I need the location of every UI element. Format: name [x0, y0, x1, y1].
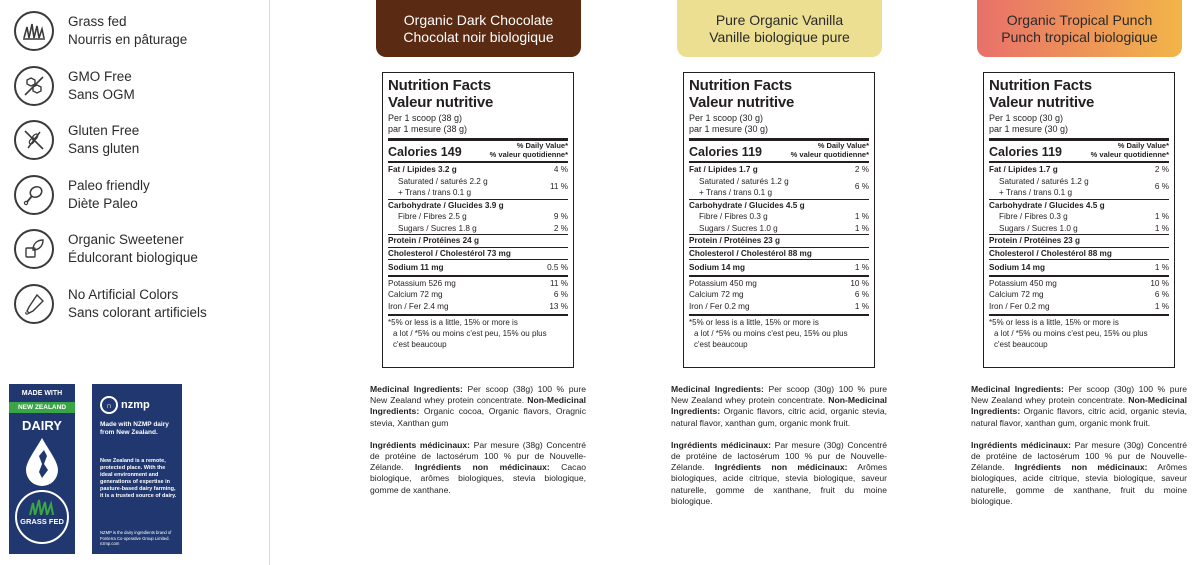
drumstick-icon	[14, 175, 54, 215]
text: 1 %	[1154, 301, 1169, 311]
nf-row-iron	[388, 301, 568, 315]
product-chocolate	[370, 0, 587, 495]
feature-label-en: Organic Sweetener	[68, 232, 184, 248]
badge-new-zealand: NEW ZEALAND	[9, 402, 75, 413]
nf-calories: Calories 119	[989, 145, 1062, 159]
grass-icon	[14, 11, 54, 51]
text: Ingrédients médicinaux:	[971, 439, 1072, 450]
nf-row-carb	[689, 199, 869, 212]
text: a lot / *5% ou moins c'est peu, 15% ou plus	[694, 329, 848, 338]
nf-row-protein	[689, 234, 869, 247]
text: + Trans / trans 0.1 g	[699, 188, 773, 197]
ingredients-en	[370, 384, 586, 429]
feature-label-fr: Sans colorant artificiels	[68, 304, 207, 320]
nf-row-sugars	[388, 223, 568, 235]
text: *5% or less is a little, 15% or more is	[388, 318, 518, 327]
feature-grass-fed	[14, 4, 264, 59]
text: *5% or less is a little, 15% or more is	[989, 318, 1119, 327]
text: 10 %	[1150, 278, 1169, 288]
text: 1 %	[1154, 263, 1169, 272]
feature-gmo-free	[14, 59, 264, 114]
text: Medicinal Ingredients:	[971, 384, 1064, 394]
dropper-icon	[14, 284, 54, 324]
text: Iron / Fer 0.2 mg	[689, 301, 750, 311]
nf-row-sat-trans	[989, 176, 1169, 199]
text: Organic flavors, citric acid, organic stevia, natural flavor, xanthan gum, organic monk fruit.	[971, 406, 1187, 428]
text: Potassium 450 mg	[989, 278, 1057, 288]
text: Per scoop (38g) 100 % pure New Zealand whey protein concentrate.	[370, 384, 586, 406]
nf-row-sodium	[689, 259, 869, 275]
text: *5% or less is a little, 15% or more is	[689, 318, 819, 327]
feature-list	[14, 4, 264, 331]
product-header	[677, 0, 882, 57]
text: Par mesure (38g) Concentré de protéine de lactosérum 100 % pur de Nouvelle-Zélande.	[370, 439, 587, 473]
nf-calories-row	[388, 138, 568, 161]
nf-footnote	[689, 314, 869, 350]
text: + Trans / trans 0.1 g	[999, 188, 1073, 197]
text: Par mesure (30g) Concentré de protéine de lactosérum 100 % pur de Nouvelle-Zélande.	[671, 439, 888, 473]
text: Medicinal Ingredients:	[370, 384, 463, 394]
text: Medicinal Ingredients:	[671, 384, 764, 394]
text: 11 %	[549, 278, 568, 288]
text: Fibre / Fibres 2.5 g	[398, 212, 467, 221]
product-tropical	[971, 0, 1188, 506]
text: Calcium 72 mg	[989, 290, 1044, 299]
nf-rows	[689, 161, 869, 314]
nzmp-logo-text: nzmp	[121, 399, 150, 411]
text: Cholesterol / Cholestérol 88 mg	[689, 248, 812, 258]
nf-dv-fr: % valeur quotidienne*	[1090, 149, 1169, 159]
molecule-icon	[14, 66, 54, 106]
text: Fibre / Fibres 0.3 g	[999, 212, 1068, 221]
nf-serving-fr: par 1 mesure (38 g)	[388, 124, 468, 134]
grass-fed-seal	[15, 490, 69, 544]
text: Sugars / Sucres 1.0 g	[699, 223, 778, 233]
text: + Trans / trans 0.1 g	[398, 188, 472, 197]
product-name-en: Organic Tropical Punch	[1006, 12, 1153, 28]
nutrition-facts-table	[382, 72, 574, 368]
nf-row-sat-trans	[388, 176, 568, 199]
nzmp-logo	[100, 396, 150, 414]
text: c'est beaucoup	[994, 340, 1048, 349]
text: 2 %	[553, 223, 568, 233]
nf-row-potassium	[989, 275, 1169, 290]
ingredients-fr	[971, 440, 1187, 507]
nf-row-sat-trans	[689, 176, 869, 199]
nf-row-fibre	[689, 211, 869, 223]
ingredients-block	[971, 384, 1187, 518]
text: Organic flavors, citric acid, organic stevia, natural flavor, xanthan gum, organic monk fruit.	[671, 406, 887, 428]
feature-label-en: Paleo friendly	[68, 177, 150, 193]
nf-dv-en: % Daily Value*	[516, 141, 568, 150]
text: 11 %	[549, 182, 568, 192]
milk-drop-icon	[22, 436, 62, 486]
text: 6 %	[1154, 182, 1169, 192]
nzmp-badge	[92, 384, 182, 554]
feature-label-en: Gluten Free	[68, 123, 140, 139]
nf-calories: Calories 149	[388, 145, 462, 159]
text: Organic cocoa, Organic flavors, Oragnic stevia, Xanthan gum	[370, 406, 587, 428]
feature-label-fr: Sans OGM	[68, 86, 135, 102]
text: 1 %	[854, 212, 869, 221]
nf-title-fr: Valeur nutritive	[388, 94, 494, 111]
text: Protein / Protéines 24 g	[388, 236, 479, 245]
nf-title-en: Nutrition Facts	[388, 77, 491, 94]
text: Potassium 450 mg	[689, 278, 757, 288]
feature-label-en: No Artificial Colors	[68, 286, 179, 302]
ingredients-fr	[370, 440, 586, 496]
text: 6 %	[854, 290, 869, 299]
nf-row-cholesterol	[989, 247, 1169, 260]
nf-row-sodium	[388, 259, 568, 275]
text: 2 %	[854, 165, 869, 174]
product-header	[376, 0, 581, 57]
text: Sodium 11 mg	[388, 263, 444, 272]
text: Non-Medicinal Ingredients:	[370, 395, 586, 417]
text: Potassium 526 mg	[388, 278, 456, 288]
nutrition-facts-table	[983, 72, 1175, 368]
product-vanilla	[671, 0, 888, 506]
text: 2 %	[1154, 165, 1169, 174]
text: 1 %	[854, 301, 869, 311]
text: 6 %	[1154, 290, 1169, 299]
nf-rows	[388, 161, 568, 314]
text: Carbohydrate / Glucides 4.5 g	[689, 200, 805, 210]
text: Per scoop (30g) 100 % pure New Zealand whey protein concentrate.	[971, 384, 1187, 406]
product-name-en: Organic Dark Chocolate	[403, 12, 554, 28]
text: Protein / Protéines 23 g	[689, 236, 780, 245]
feature-organic-sweetener	[14, 222, 264, 277]
nf-row-sodium	[989, 259, 1169, 275]
nf-row-iron	[989, 301, 1169, 315]
product-name-fr: Vanille biologique pure	[709, 29, 850, 45]
text: a lot / *5% ou moins c'est peu, 15% ou plus	[393, 329, 547, 338]
text: 6 %	[854, 182, 869, 192]
nf-row-sugars	[689, 223, 869, 235]
text: Par mesure (30g) Concentré de protéine de lactosérum 100 % pur de Nouvelle-Zélande.	[971, 439, 1188, 473]
nf-dv-fr: % valeur quotidienne*	[790, 149, 869, 159]
text: Non-Medicinal Ingredients:	[671, 395, 887, 417]
nf-row-potassium	[689, 275, 869, 290]
nf-row-cholesterol	[689, 247, 869, 260]
feature-label-en: Grass fed	[68, 14, 127, 30]
text: Fat / Lipides 3.2 g	[388, 165, 457, 174]
nf-serving-en: Per 1 scoop (30 g)	[989, 113, 1064, 123]
badge-made-with: MADE WITH	[21, 390, 63, 397]
text: Calcium 72 mg	[689, 290, 744, 299]
nf-dv-en: % Daily Value*	[1117, 141, 1169, 150]
text: Ingrédients non médicinaux:	[714, 462, 848, 473]
feature-label-fr: Édulcorant biologique	[68, 250, 198, 266]
text: Carbohydrate / Glucides 4.5 g	[989, 200, 1105, 210]
nf-serving-en: Per 1 scoop (38 g)	[388, 113, 463, 123]
text: Non-Medicinal Ingredients:	[971, 395, 1187, 417]
nf-row-sugars	[989, 223, 1169, 235]
feature-gluten-free	[14, 113, 264, 168]
text: Arômes biologiques, acide citrique, stevia biologique, saveur naturelle, gomme de xanthane, fruit du moine biologique.	[971, 462, 1187, 506]
text: Iron / Fer 2.4 mg	[388, 301, 449, 311]
nz-dairy-badge	[9, 384, 75, 554]
feature-label-en: GMO Free	[68, 68, 132, 84]
nf-row-cholesterol	[388, 247, 568, 260]
text: Sodium 14 mg	[689, 263, 745, 272]
text: Saturated / saturés 1.2 g	[999, 176, 1089, 186]
ingredients-en	[671, 384, 887, 429]
text: Ingrédients médicinaux:	[671, 439, 772, 450]
nf-row-calcium	[388, 289, 568, 301]
nf-dv-en: % Daily Value*	[817, 141, 869, 150]
nzmp-line3: NZMP is the dairy ingredients brand of Fonterra Co-operative Group Limited. nzmp.com	[100, 530, 172, 546]
ingredients-block	[370, 384, 586, 507]
nf-title-en: Nutrition Facts	[689, 77, 792, 94]
product-header	[977, 0, 1182, 57]
text: 1 %	[1154, 212, 1169, 221]
nzmp-line1: Made with NZMP dairy from New Zealand.	[100, 421, 169, 436]
nutrition-facts-table	[683, 72, 875, 368]
text: Sugars / Sucres 1.8 g	[398, 223, 477, 233]
feature-label-fr: Sans gluten	[68, 141, 140, 157]
text: Sugars / Sucres 1.0 g	[999, 223, 1078, 233]
text: Ingrédients non médicinaux:	[1014, 462, 1148, 473]
nf-row-carb	[388, 199, 568, 212]
text: 4 %	[553, 165, 568, 174]
text: 1 %	[854, 223, 869, 233]
text: 9 %	[553, 212, 568, 221]
nf-row-fibre	[989, 211, 1169, 223]
feature-label-fr: Diète Paleo	[68, 195, 138, 211]
nf-dv-fr: % valeur quotidienne*	[489, 149, 568, 159]
text: Ingrédients non médicinaux:	[414, 462, 550, 473]
nf-row-calcium	[689, 289, 869, 301]
nf-footnote	[989, 314, 1169, 350]
nf-row-fat	[388, 163, 568, 176]
text: 6 %	[553, 290, 568, 299]
text: Cacao biologique, arômes biologiques, stevia biologique, gomme de xanthane.	[370, 462, 586, 495]
wheat-icon	[14, 120, 54, 160]
nf-title-fr: Valeur nutritive	[989, 94, 1095, 111]
feature-paleo	[14, 168, 264, 223]
text: Calcium 72 mg	[388, 290, 443, 299]
nf-serving-fr: par 1 mesure (30 g)	[989, 124, 1069, 134]
product-name-en: Pure Organic Vanilla	[715, 12, 844, 28]
nf-title-en: Nutrition Facts	[989, 77, 1092, 94]
text: Arômes biologiques, acide citrique, stevia biologique, saveur naturelle, gomme de xanthane, fruit du moine biologique.	[671, 462, 887, 506]
nf-calories-row	[989, 138, 1169, 161]
text: Protein / Protéines 23 g	[989, 236, 1080, 245]
text: Fat / Lipides 1.7 g	[989, 165, 1058, 174]
nf-row-fat	[689, 163, 869, 176]
text: Iron / Fer 0.2 mg	[989, 301, 1050, 311]
text: 1 %	[1154, 223, 1169, 233]
text: c'est beaucoup	[694, 340, 748, 349]
text: Cholesterol / Cholestérol 73 mg	[388, 248, 511, 258]
nf-row-iron	[689, 301, 869, 315]
nzmp-logo-mark-icon: ∩	[100, 396, 118, 414]
text: Cholesterol / Cholestérol 88 mg	[989, 248, 1112, 258]
grass-fed-label: GRASS FED	[20, 517, 64, 526]
nf-row-calcium	[989, 289, 1169, 301]
nzmp-line2: New Zealand is a remote, protected place. With the ideal environment and generations of expertise in pasture-based dairy farming, it is a trusted source of dairy.	[100, 458, 177, 499]
badge-dairy-label: DAIRY	[22, 418, 62, 433]
text: Saturated / saturés 1.2 g	[699, 176, 789, 186]
text: Per scoop (30g) 100 % pure New Zealand whey protein concentrate.	[671, 384, 887, 406]
ingredients-en	[971, 384, 1187, 429]
text: 1 %	[854, 263, 869, 272]
nf-row-carb	[989, 199, 1169, 212]
leaf-jar-icon	[14, 229, 54, 269]
feature-label-fr: Nourris en pâturage	[68, 32, 188, 48]
feature-no-artificial-colors	[14, 277, 264, 332]
text: a lot / *5% ou moins c'est peu, 15% ou plus	[994, 329, 1148, 338]
text: Fat / Lipides 1.7 g	[689, 165, 758, 174]
text: Sodium 14 mg	[989, 263, 1045, 272]
nf-footnote	[388, 314, 568, 350]
grass-icon	[28, 499, 56, 515]
text: c'est beaucoup	[393, 340, 447, 349]
nf-row-potassium	[388, 275, 568, 290]
nf-title-fr: Valeur nutritive	[689, 94, 795, 111]
ingredients-fr	[671, 440, 887, 507]
nf-calories-row	[689, 138, 869, 161]
product-name-fr: Chocolat noir biologique	[403, 29, 554, 45]
nf-calories: Calories 119	[689, 145, 762, 159]
text: Fibre / Fibres 0.3 g	[699, 212, 768, 221]
nf-row-fibre	[388, 211, 568, 223]
nf-rows	[989, 161, 1169, 314]
text: Ingrédients médicinaux:	[370, 439, 471, 450]
nf-row-protein	[388, 234, 568, 247]
text: Carbohydrate / Glucides 3.9 g	[388, 200, 504, 210]
text: Saturated / saturés 2.2 g	[398, 176, 488, 186]
nf-row-fat	[989, 163, 1169, 176]
ingredients-block	[671, 384, 887, 518]
nf-serving-fr: par 1 mesure (30 g)	[689, 124, 769, 134]
nf-serving-en: Per 1 scoop (30 g)	[689, 113, 764, 123]
text: 0.5 %	[547, 263, 568, 272]
text: 10 %	[850, 278, 869, 288]
nf-row-protein	[989, 234, 1169, 247]
column-divider	[269, 0, 270, 565]
text: 13 %	[549, 301, 568, 311]
product-name-fr: Punch tropical biologique	[1001, 29, 1158, 45]
